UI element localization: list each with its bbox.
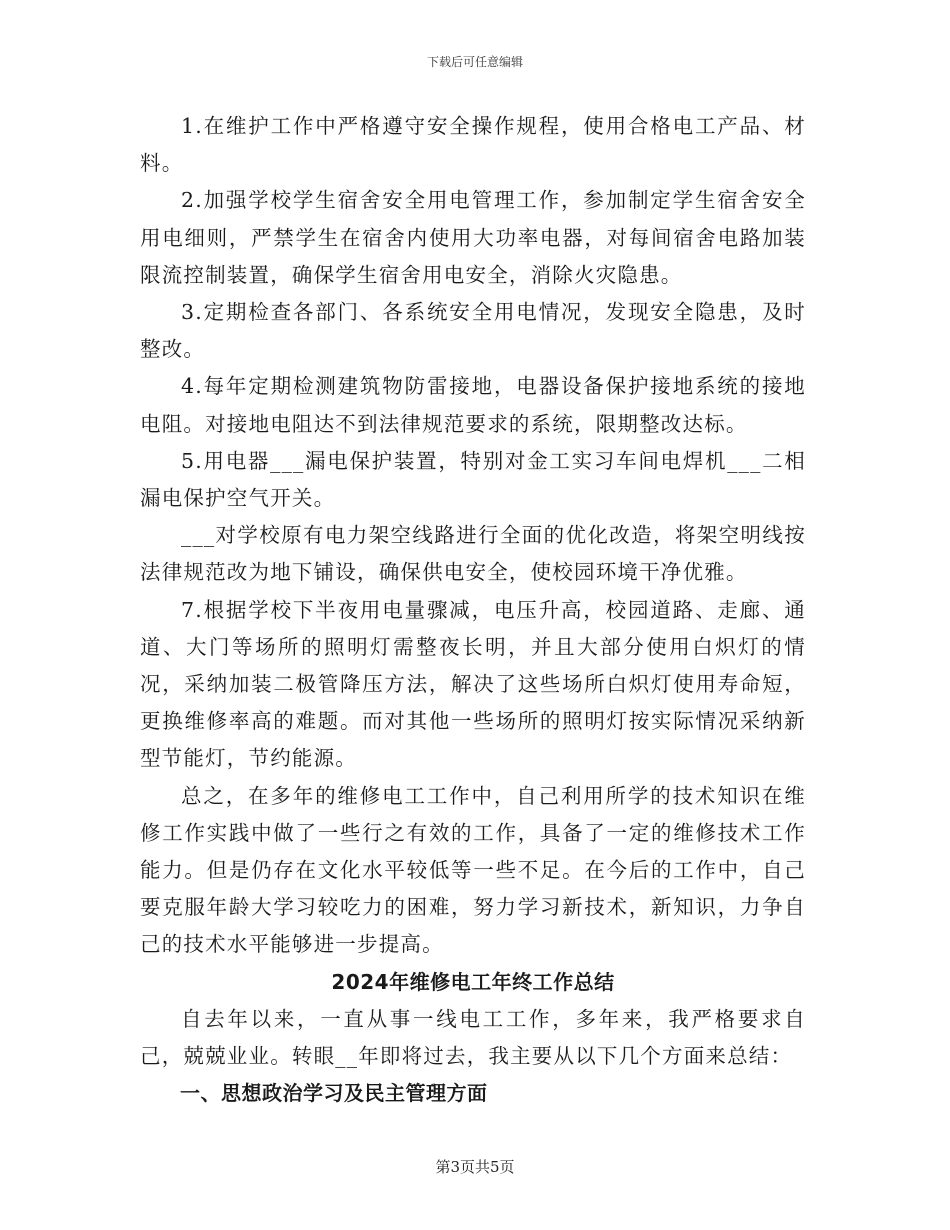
paragraph-item-6: ___对学校原有电力架空线路进行全面的优化改造，将架空明线按法律规范改为地下铺设，确保供电安全，使校园环境干净优雅。	[140, 523, 806, 585]
paragraph-summary: 总之，在多年的维修电工工作中，自己利用所学的技术知识在维修工作实践中做了一些行之有效的工作，具备了一定的维修技术工作能力。但是仍存在文化水平较低等一些不足。在今后的工作中，自己要克服年龄大学习较吃力的困难，努力学习新技术，新知识，力争自己的技术水平能够进一步提高。	[140, 783, 806, 957]
paragraph-item-3: 3.定期检查各部门、各系统安全用电情况，发现安全隐患，及时整改。	[140, 300, 806, 362]
document-body	[140, 108, 806, 1112]
paragraph-item-2: 2.加强学校学生宿舍安全用电管理工作，参加制定学生宿舍安全用电细则，严禁学生在宿舍内使用大功率电器，对每间宿舍电路加装限流控制装置，确保学生宿舍用电安全，消除火灾隐患。	[140, 188, 806, 287]
page-header-note: 下载后可任意编辑	[426, 55, 523, 69]
section-title: 2024年维修电工年终工作总结	[331, 969, 615, 994]
page-number: 第3页共5页	[435, 1158, 515, 1176]
section-intro: 自去年以来，一直从事一线电工工作，多年来，我严格要求自己，兢兢业业。转眼__年即将过去，我主要从以下几个方面来总结：	[140, 1006, 806, 1069]
section-heading: 一、思想政治学习及民主管理方面	[180, 1081, 488, 1106]
paragraph-item-4: 4.每年定期检测建筑物防雷接地，电器设备保护接地系统的接地电阻。对接地电阻达不到法律规范要求的系统，限期整改达标。	[140, 374, 806, 436]
paragraph-item-7: 7.根据学校下半夜用电量骤减，电压升高，校园道路、走廊、通道、大门等场所的照明灯需整夜长明，并且大部分使用白炽灯的情况，采纳加装二极管降压方法，解决了这些场所白炽灯使用寿命短，更换维修率高的难题。而对其他一些场所的照明灯按实际情况采纳新型节能灯，节约能源。	[140, 597, 806, 771]
paragraph-item-5: 5.用电器___漏电保护装置，特别对金工实习车间电焊机___二相漏电保护空气开关。	[140, 448, 806, 511]
paragraph-item-1: 1.在维护工作中严格遵守安全操作规程，使用合格电工产品、材料。	[140, 114, 806, 176]
